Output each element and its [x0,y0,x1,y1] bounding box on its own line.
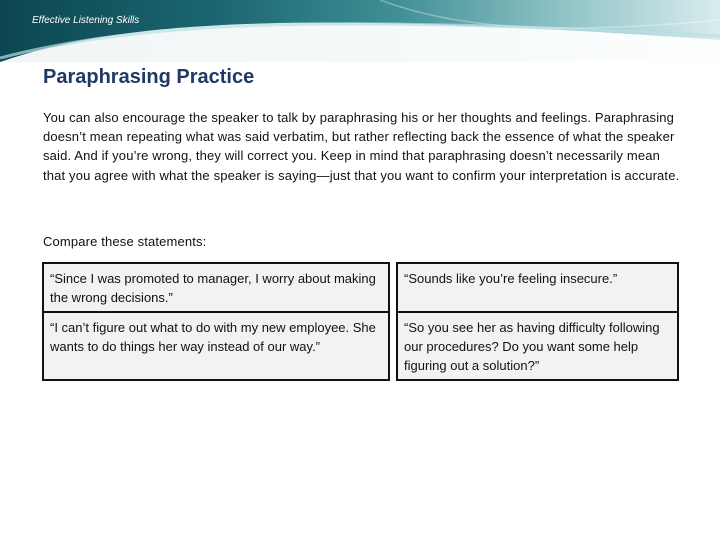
compare-label: Compare these statements: [43,234,207,249]
column-gap [389,312,397,380]
header-title: Effective Listening Skills [32,15,140,26]
page-title: Paraphrasing Practice [43,66,255,88]
header-swoosh [0,0,720,62]
table-row [43,312,678,380]
paraphrase-cell: “So you see her as having difficulty following our procedures? Do you want some help figuring out a solution?” [397,312,678,380]
column-gap [389,263,397,312]
statement-cell: “I can’t figure out what to do with my new employee. She wants to do things her way instead of our way.” [43,312,389,380]
table-row [43,263,678,312]
paraphrase-cell: “Sounds like you’re feeling insecure.” [397,263,678,312]
comparison-table [42,262,679,381]
header-band [0,0,720,62]
statement-cell: “Since I was promoted to manager, I worry about making the wrong decisions.” [43,263,389,312]
intro-paragraph: You can also encourage the speaker to talk by paraphrasing his or her thoughts and feelings. Paraphrasing doesn’t mean repeating what was said verbatim, but rather reflecting back the essence of what the speaker said. And if you’re wrong, they will correct you. Keep in mind that paraphrasing doesn’t necessarily mean that you agree with what the speaker is saying—just that you want to confirm your interpretation is accurate. [43,110,680,183]
